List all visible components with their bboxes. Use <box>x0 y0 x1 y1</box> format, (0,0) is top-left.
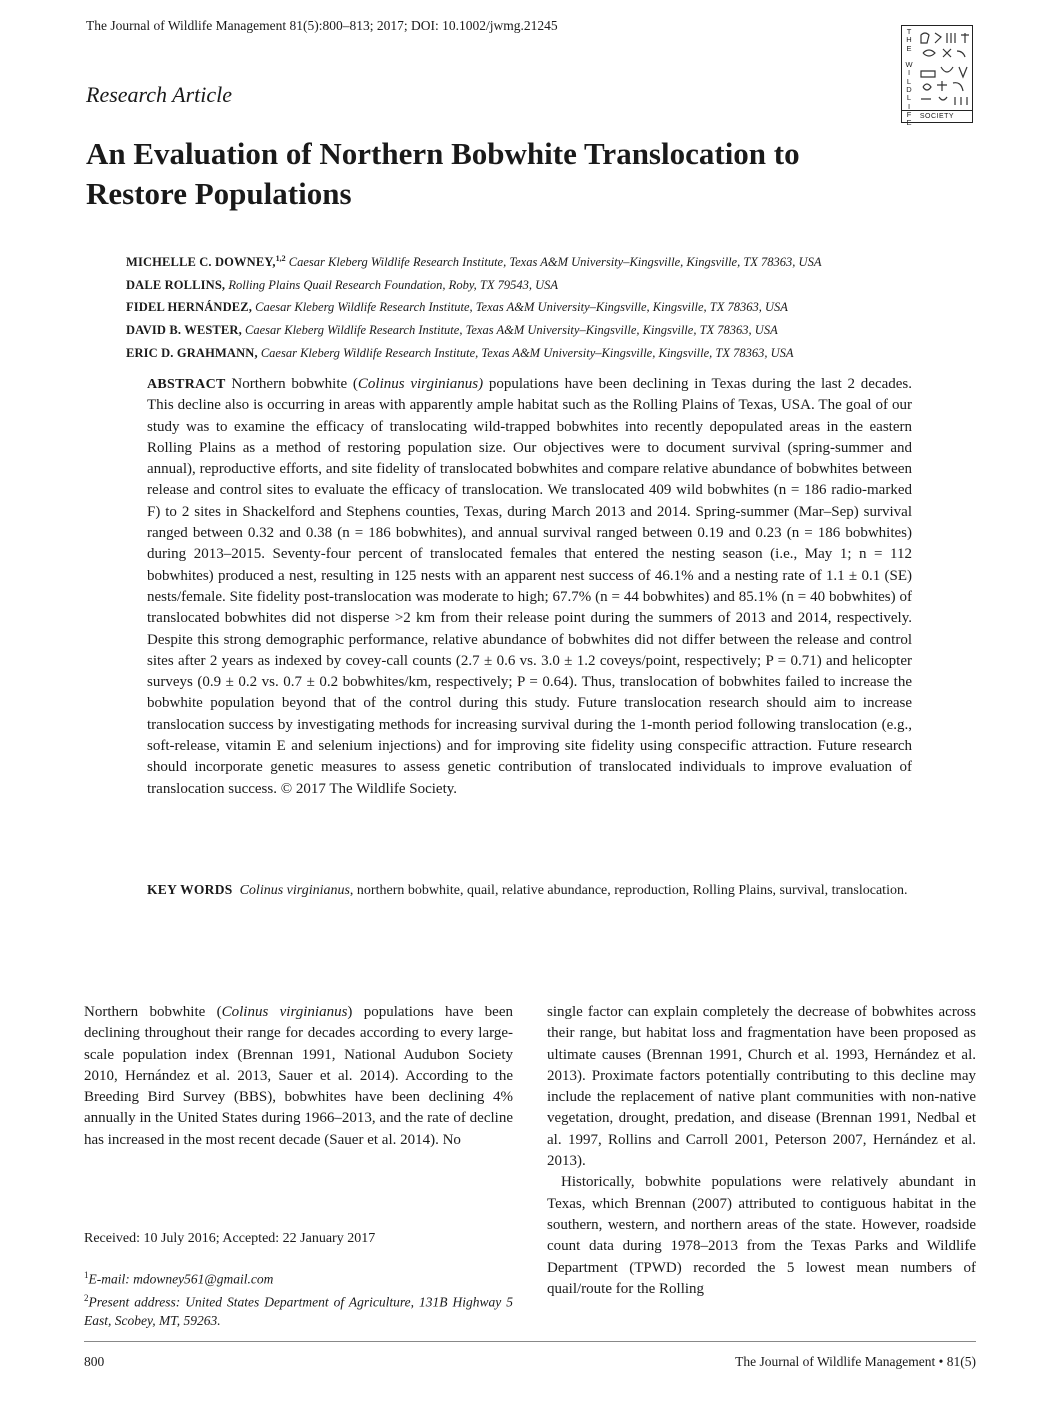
keywords-list: , northern bobwhite, quail, relative abundance, reproduction, Rolling Plains, survival, translocation. <box>349 883 908 898</box>
abstract-text: populations have been declining in Texas during the last 2 decades. This decline also is occurring in areas with apparently ample habitat such as the Rolling Plains of Texas, USA. The goal of our study was to examine the efficacy of translocating wild-trapped bobwhites into recently depopulated areas in the eastern Rolling Plains as a method of restoring population size. Our objectives were to document survival (spring-summer and annual), reproductive efforts, and site fidelity of translocated bobwhites and compare relative abundance of bobwhites between release and control sites to evaluate the efficacy of translocation. We translocated 409 wild bobwhites (n = 186 radio-marked F) to 2 sites in Shackelford and Stephens counties, Texas, during March 2013 and 2014. Spring-summer (Mar–Sep) survival ranged between 0.32 and 0.38 (n = 186 bobwhites), and annual survival ranged between 0.19 and 0.23 (n = 186 bobwhites) during 2013–2015. Seventy-four percent of translocated females that entered the nesting season (i.e., May 1; n = 112 bobwhites) produced a nest, resulting in 125 nests with an apparent nest success of 46.1% and a nesting rate of 1.1 ± 0.1 (SE) nests/female. Site fidelity post-translocation was moderate to high; 67.7% (n = 44 bobwhites) and 85.1% (n = 40 bobwhites) of translocated bobwhites did not disperse >2 km from their release point during the summers of 2013 and 2014, respectively. Despite this strong demographic performance, relative abundance of bobwhites did not differ between the release and control sites after 2 years as indexed by covey-call counts (2.7 ± 0.6 vs. 3.0 ± 1.2 coveys/point, respectively; P = 0.71) and helicopter surveys (0.9 ± 0.2 vs. 0.7 ± 0.2 bobwhites/km, respectively; P = 0.64). Thus, translocation of bobwhites failed to increase the bobwhite population beyond that of the control during this study. Future translocation research should aim to increase translocation success by investigating methods for increasing survival during the 1-month period following translocation (e.g., soft-release, vitamin E and selenium injections) and for improving site fidelity using conspecific attraction. Future research should incorporate genetic measures to assess genetic contribution of translocated individuals to improve evaluation of translocation success. © 2017 The Wildlife Society. <box>147 376 913 797</box>
keywords-label: KEY WORDS <box>147 882 233 897</box>
author-entry <box>126 274 1006 297</box>
body-column-right <box>547 1002 976 1300</box>
keywords-species: Colinus virginianus <box>239 883 350 898</box>
author-list <box>126 248 1006 364</box>
author-affiliation: Caesar Kleberg Wildlife Research Institute, Texas A&M University–Kingsville, Kingsville, TX 78363, USA <box>288 255 822 270</box>
footnote-mark: 2 <box>84 1293 89 1303</box>
author-affiliation: Caesar Kleberg Wildlife Research Institute, Texas A&M University–Kingsville, Kingsville, TX 78363, USA <box>255 300 788 315</box>
body-paragraph: single factor can explain completely the decrease of bobwhites across their range, but habitat loss and fragmentation have been proposed as ultimate causes (Brennan 1991, Church et al. 1993, Hernández et al. 2013). Proximate factors potentially contributing to this decline may include the replacement of native plant communities with non-native vegetation, drought, predation, and disease (Brennan 1991, Nedbal et al. 1997, Rollins and Carroll 2001, Peterson 2007, Hernández et al. 2013). <box>547 1004 976 1170</box>
section-label: Research Article <box>86 82 233 107</box>
logo-society-label: SOCIETY <box>902 110 972 122</box>
footer-rule <box>84 1341 976 1342</box>
author-affiliation: Caesar Kleberg Wildlife Research Institute, Texas A&M University–Kingsville, Kingsville, TX 78363, USA <box>245 322 778 337</box>
author-affiliation: Caesar Kleberg Wildlife Research Institute, Texas A&M University–Kingsville, Kingsville, TX 78363, USA <box>260 345 794 360</box>
author-entry <box>126 319 1006 342</box>
abstract <box>147 374 912 800</box>
body-column-left <box>84 1002 513 1151</box>
page-number: 800 <box>84 1354 105 1369</box>
body-paragraph: Historically, bobwhite populations were relatively abundant in Texas, which Brennan (2007) attributed to contiguous habitat in the southern, western, and northern areas of the state. However, roadside count data during 1978–2013 from the Texas Parks and Wildlife Department (TPWD) recorded the 5 lowest mean numbers of quail/route for the Rolling <box>547 1174 976 1297</box>
author-affiliation: Rolling Plains Quail Research Foundation, Roby, TX 79543, USA <box>228 277 559 292</box>
footnotes <box>84 1266 513 1331</box>
footnote <box>84 1289 513 1331</box>
author-name: MICHELLE C. DOWNEY, <box>126 255 276 270</box>
abstract-label: ABSTRACT <box>147 377 226 392</box>
footnote-mark: 1 <box>84 1270 89 1280</box>
author-entry <box>126 296 1006 319</box>
abstract-text: Northern bobwhite ( <box>231 376 358 392</box>
author-superscript: 1,2 <box>275 254 286 263</box>
body-paragraph <box>84 1002 513 1151</box>
author-entry <box>126 248 1006 274</box>
footnote-text: E-mail: mdowney561@gmail.com <box>88 1271 274 1287</box>
author-entry <box>126 342 1006 365</box>
hieroglyph-icon <box>917 29 971 109</box>
abstract-species-name: Colinus virginianus) <box>357 376 484 392</box>
body-text: Northern bobwhite ( <box>84 1004 222 1020</box>
author-name: DAVID B. WESTER, <box>126 322 242 337</box>
logo-vertical-text: T H E W I L D L I F E <box>905 27 913 128</box>
author-name: DALE ROLLINS, <box>126 277 226 292</box>
key-words <box>147 879 912 901</box>
running-footer: The Journal of Wildlife Management • 81(5) <box>735 1354 976 1369</box>
author-name: ERIC D. GRAHMANN, <box>126 345 258 360</box>
footnote-text: Present address: United States Department of Agriculture, 131B Highway 5 East, Scobey, MT, 59263. <box>84 1294 513 1328</box>
wildlife-society-logo <box>901 25 973 128</box>
body-text: ) populations have been declining throughout their range for decades according to every large-scale population index (Brennan 1991, National Audubon Society 2010, Hernández et al. 2013, Sauer et al. 2014). According to the Breeding Bird Survey (BBS), bobwhites have been declining 4% annually in the United States during 1966–2013, and the rate of decline has increased in the most recent decade (Sauer et al. 2014). No <box>84 1004 513 1148</box>
received-dates: Received: 10 July 2016; Accepted: 22 January 2017 <box>84 1231 376 1246</box>
journal-citation: The Journal of Wildlife Management 81(5):800–813; 2017; DOI: 10.1002/jwmg.21245 <box>86 18 558 33</box>
article-title: An Evaluation of Northern Bobwhite Translocation to Restore Populations <box>86 136 800 211</box>
footnote <box>84 1266 513 1289</box>
author-name: FIDEL HERNÁNDEZ, <box>126 300 253 315</box>
body-species-name: Colinus virginianus <box>221 1004 348 1020</box>
